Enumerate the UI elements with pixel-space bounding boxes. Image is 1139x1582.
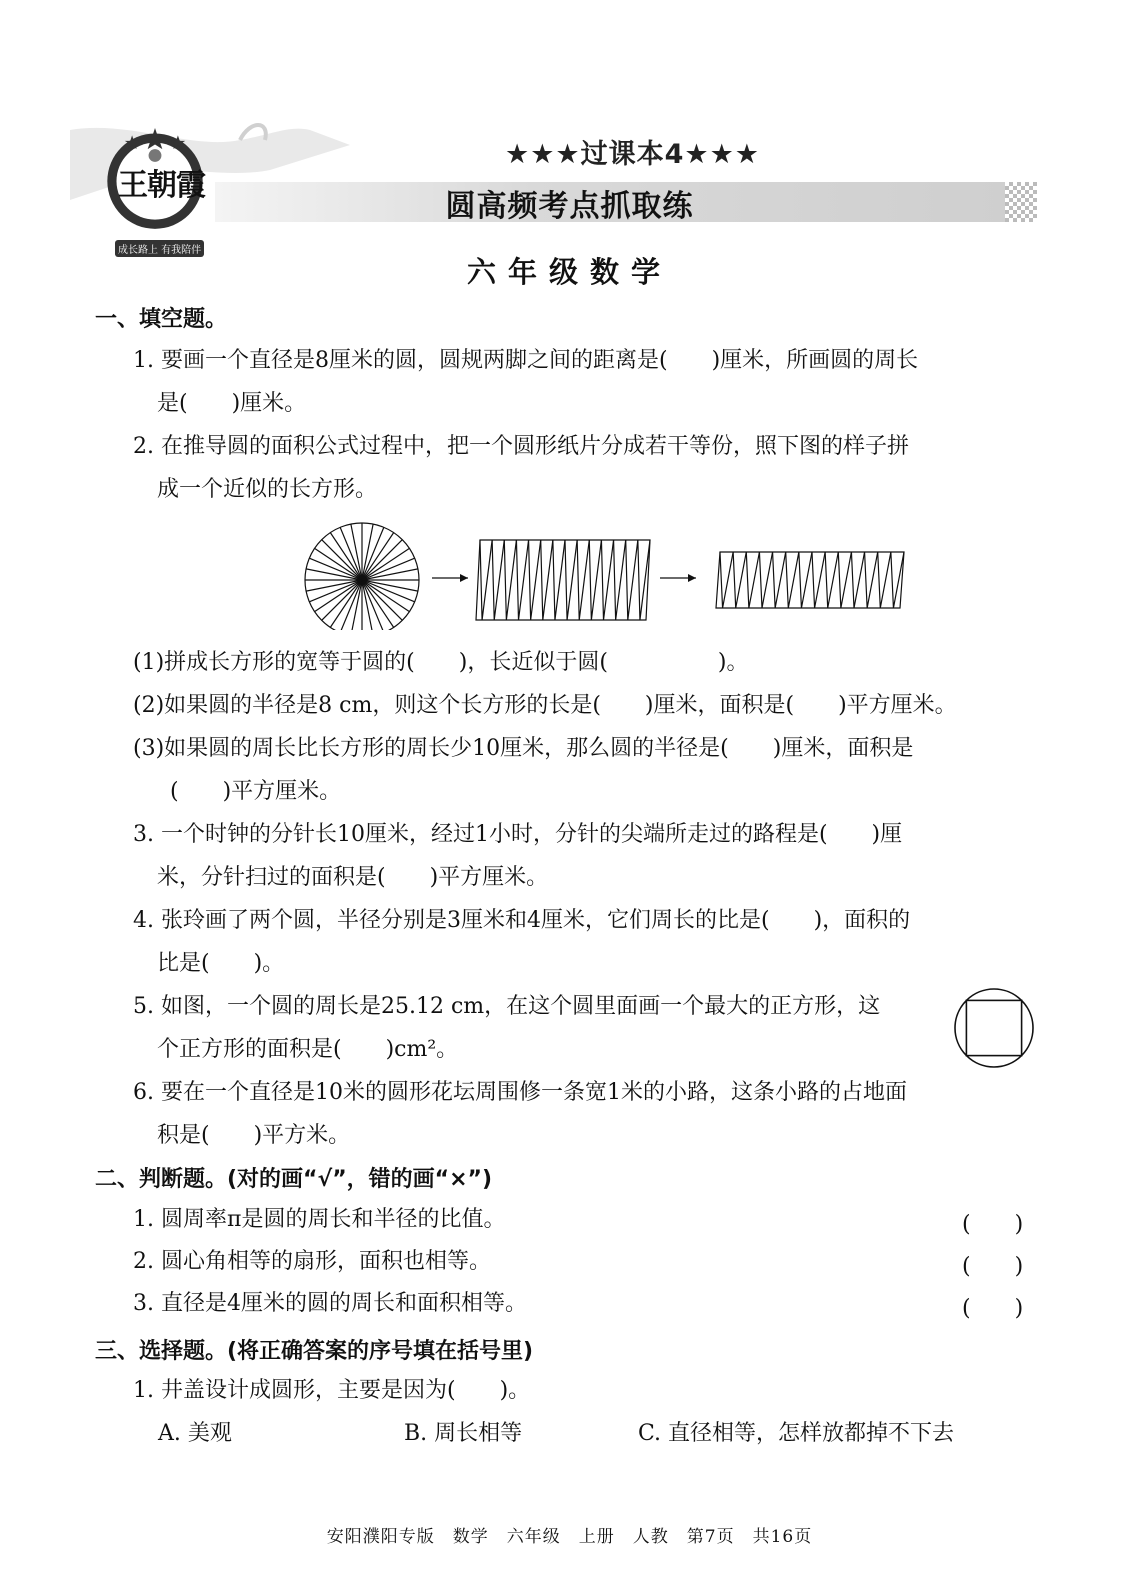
question-2-sub-1: (1)拼成长方形的宽等于圆的( )，长近似于圆( )。 xyxy=(133,650,749,675)
sector-piece xyxy=(838,552,851,608)
question-1-line-2: 是( )厘米。 xyxy=(157,391,307,416)
option-c: C. 直径相等，怎样放都掉不下去 xyxy=(638,1421,955,1446)
sector-piece xyxy=(601,540,613,620)
sector-piece xyxy=(480,540,492,620)
sector-piece xyxy=(626,540,638,620)
circle-square-figure xyxy=(952,986,1036,1070)
question-1-line-1: 1. 要画一个直径是8厘米的圆，圆规两脚之间的距离是( )厘米，所画圆的周长 xyxy=(133,348,919,373)
sector-piece xyxy=(759,552,772,608)
sector-piece xyxy=(733,552,746,608)
sector-piece xyxy=(577,540,589,620)
sector-piece xyxy=(812,552,825,608)
judge-item-1: 1. 圆周率π是圆的周长和半径的比值。 xyxy=(133,1207,506,1232)
section-3-title: 三、选择题。(将正确答案的序号填在括号里) xyxy=(95,1339,534,1364)
rearranged-sectors-1 xyxy=(476,540,650,620)
series-label: ★★★过课本4★★★ xyxy=(505,139,761,170)
section-1-title: 一、填空题。 xyxy=(95,307,228,332)
sector-piece xyxy=(851,552,864,608)
option-a: A. 美观 xyxy=(158,1421,232,1446)
sector-piece xyxy=(541,540,553,620)
page-title: 圆高频考点抓取练 xyxy=(445,189,694,224)
question-3-line-1: 3. 一个时钟的分针长10厘米，经过1小时，分针的尖端所走过的路程是( )厘 xyxy=(133,822,903,847)
circle-to-rectangle-figure xyxy=(300,520,920,630)
question-3-line-2: 米，分针扫过的面积是( )平方厘米。 xyxy=(157,865,549,890)
answer-paren-1: ( ) xyxy=(962,1212,1024,1237)
sector-piece xyxy=(878,552,891,608)
sector-piece xyxy=(746,552,759,608)
sector-piece xyxy=(773,552,786,608)
sectored-circle xyxy=(305,523,419,630)
question-2-sub-2: (2)如果圆的半径是8 cm，则这个长方形的长是( )厘米，面积是( )平方厘米。 xyxy=(133,693,957,718)
answer-paren-2: ( ) xyxy=(962,1254,1024,1279)
sector-piece xyxy=(516,540,528,620)
question-2-line-1: 2. 在推导圆的面积公式过程中，把一个圆形纸片分成若干等份，照下图的样子拼 xyxy=(133,434,909,459)
logo-text: 王朝霞 xyxy=(118,168,205,203)
judge-item-2: 2. 圆心角相等的扇形，面积也相等。 xyxy=(133,1249,491,1274)
rearranged-sectors-2 xyxy=(716,552,904,608)
question-6-line-1: 6. 要在一个直径是10米的圆形花坛周围修一条宽1米的小路，这条小路的占地面 xyxy=(133,1080,907,1105)
sector-piece xyxy=(565,540,577,620)
question-5-line-1: 5. 如图，一个圆的周长是25.12 cm，在这个圆里面画一个最大的正方形，这 xyxy=(133,994,881,1019)
sector-piece xyxy=(825,552,838,608)
logo-tagline: 成长路上 有我陪伴 xyxy=(115,240,204,257)
subject-heading: 六年级数学 xyxy=(466,255,672,289)
sector-piece xyxy=(553,540,565,620)
sector-piece xyxy=(492,540,504,620)
sector-piece xyxy=(720,552,733,608)
question-2-sub-3-line-2: ( )平方厘米。 xyxy=(170,779,342,804)
question-2-line-2: 成一个近似的长方形。 xyxy=(157,477,378,502)
question-5-line-2: 个正方形的面积是( )cm²。 xyxy=(157,1037,459,1062)
question-4-line-1: 4. 张玲画了两个圆，半径分别是3厘米和4厘米，它们周长的比是( )，面积的 xyxy=(133,908,911,933)
sector-piece xyxy=(799,552,812,608)
option-b: B. 周长相等 xyxy=(404,1421,523,1446)
section-2-title: 二、判断题。(对的画“√”，错的画“×”) xyxy=(95,1167,493,1192)
choice-question-1: 1. 井盖设计成圆形，主要是因为( )。 xyxy=(133,1378,531,1403)
sector-piece xyxy=(529,540,541,620)
question-4-line-2: 比是( )。 xyxy=(157,951,285,976)
sector-piece xyxy=(865,552,878,608)
page-footer: 安阳濮阳专版 数学 六年级 上册 人教 第7页 共16页 xyxy=(326,1527,813,1547)
sector-piece xyxy=(589,540,601,620)
sector-piece xyxy=(614,540,626,620)
sector-piece xyxy=(504,540,516,620)
sector-piece xyxy=(786,552,799,608)
answer-paren-3: ( ) xyxy=(962,1296,1024,1321)
question-2-sub-3-line-1: (3)如果圆的周长比长方形的周长少10厘米，那么圆的半径是( )厘米，面积是 xyxy=(133,736,914,761)
judge-item-3: 3. 直径是4厘米的圆的周长和面积相等。 xyxy=(133,1291,527,1316)
question-6-line-2: 积是( )平方米。 xyxy=(157,1123,351,1148)
